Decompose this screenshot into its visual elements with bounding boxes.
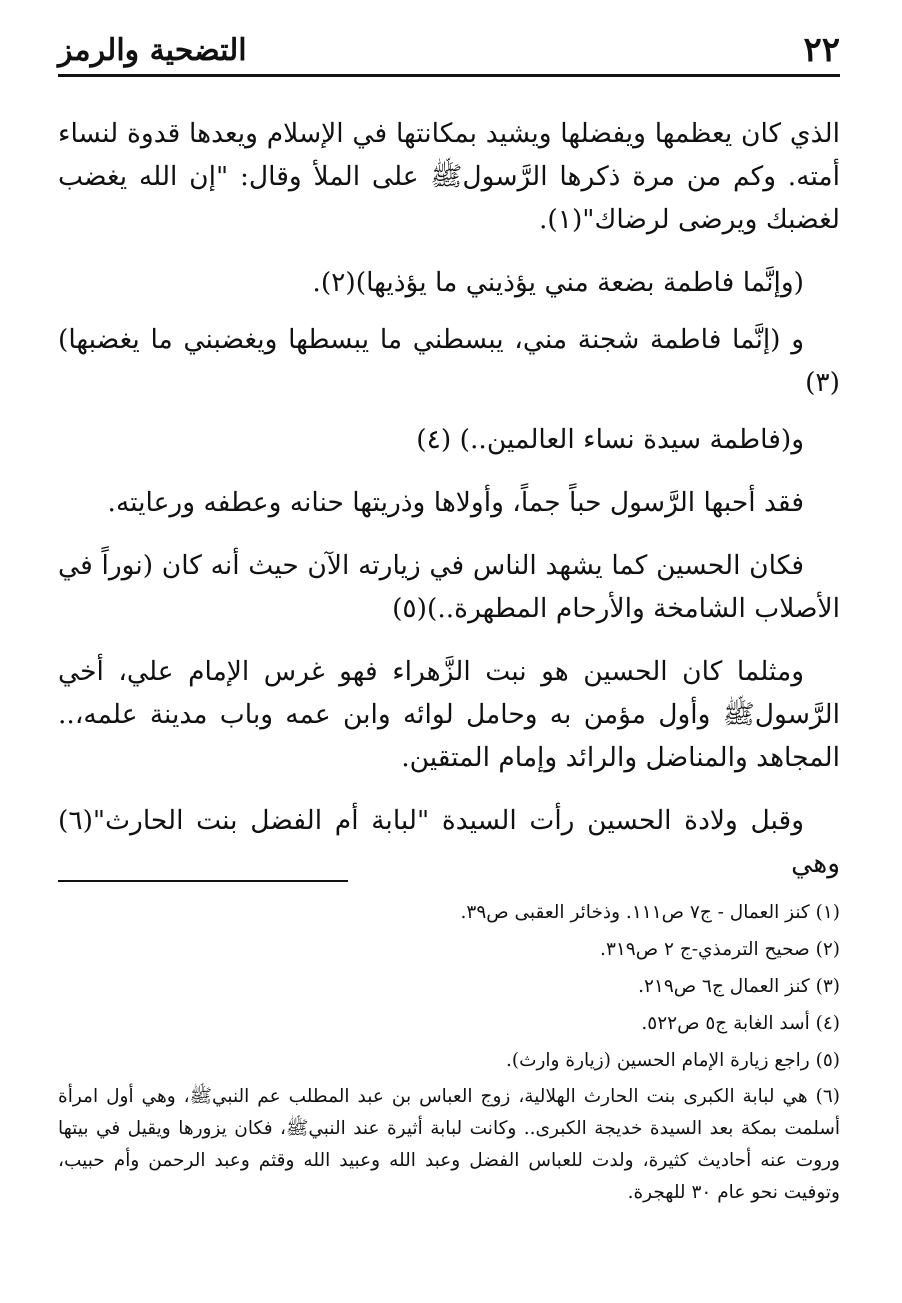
page-header bbox=[58, 26, 840, 77]
paragraph: (وإنَّما فاطمة بضعة مني يؤذيني ما يؤذيها)(٢). bbox=[312, 267, 804, 298]
footnote: (٣) كنز العمال ج٦ ص٢١٩. bbox=[638, 976, 840, 997]
footnote: (٢) صحيح الترمذي-ج ٢ ص٣١٩. bbox=[600, 939, 840, 960]
paragraph: و (إنَّما فاطمة شجنة مني، يبسطني ما يبسطها ويغضبني ما يغضبها)(٣) bbox=[58, 324, 840, 398]
footnote: (١) كنز العمال - ج٧ ص١١١. وذخائر العقبى ص٣٩. bbox=[460, 902, 840, 923]
paragraph: فقد أحبها الرَّسول حباً جماً، وأولاها وذريتها حنانه وعطفه ورعايته. bbox=[107, 487, 804, 518]
paragraph: وقبل ولادة الحسين رأت السيدة "لبابة أم الفضل بنت الحارث"(٦) وهي bbox=[58, 805, 840, 879]
paragraph: الذي كان يعظمها ويفضلها ويشيد بمكانتها في الإسلام ويعدها قدوة لنساء أمته. وكم من مرة ذكرها الرَّسولﷺ على الملأ وقال: "إن الله يغضب لغضبك ويرضى لرضاك"(١). bbox=[58, 118, 840, 235]
running-title: التضحية والرمز bbox=[58, 32, 247, 68]
page-number: ٢٢ bbox=[803, 30, 840, 70]
main-text bbox=[58, 112, 840, 905]
footnote: (٦) هي لبابة الكبرى بنت الحارث الهلالية، زوج العباس بن عبد المطلب عم النبيﷺ، وهي أول امرأة أسلمت بمكة بعد السيدة خديجة الكبرى.. وكانت لبابة أثيرة عند النبيﷺ، فكان يزورها ويقيل في بيتها وروت عنه أحاديث كثيرة، ولدت للعباس الفضل وعبد الله وعبيد الله وقثم وعبد الرحمن وأم حبيب، وتوفيت نحو عام ٣٠ للهجرة. bbox=[58, 1086, 840, 1203]
footnote-divider bbox=[58, 880, 348, 882]
paragraph: فكان الحسين كما يشهد الناس في زيارته الآن حيث أنه كان (نوراً في الأصلاب الشامخة والأرحام المطهرة..)(٥) bbox=[58, 550, 840, 624]
paragraph: ومثلما كان الحسين هو نبت الزَّهراء فهو غرس الإمام علي، أخي الرَّسولﷺ وأول مؤمن به وحامل لوائه وابن عمه وباب مدينة علمه،.. المجاهد والمناضل والرائد وإمام المتقين. bbox=[58, 656, 840, 773]
footnote: (٥) راجع زيارة الإمام الحسين (زيارة وارث). bbox=[505, 1050, 840, 1071]
paragraph: و(فاطمة سيدة نساء العالمين..) (٤) bbox=[416, 424, 804, 455]
footnote: (٤) أسد الغابة ج٥ ص٥٢٢. bbox=[641, 1013, 840, 1034]
footnotes bbox=[58, 896, 840, 1212]
